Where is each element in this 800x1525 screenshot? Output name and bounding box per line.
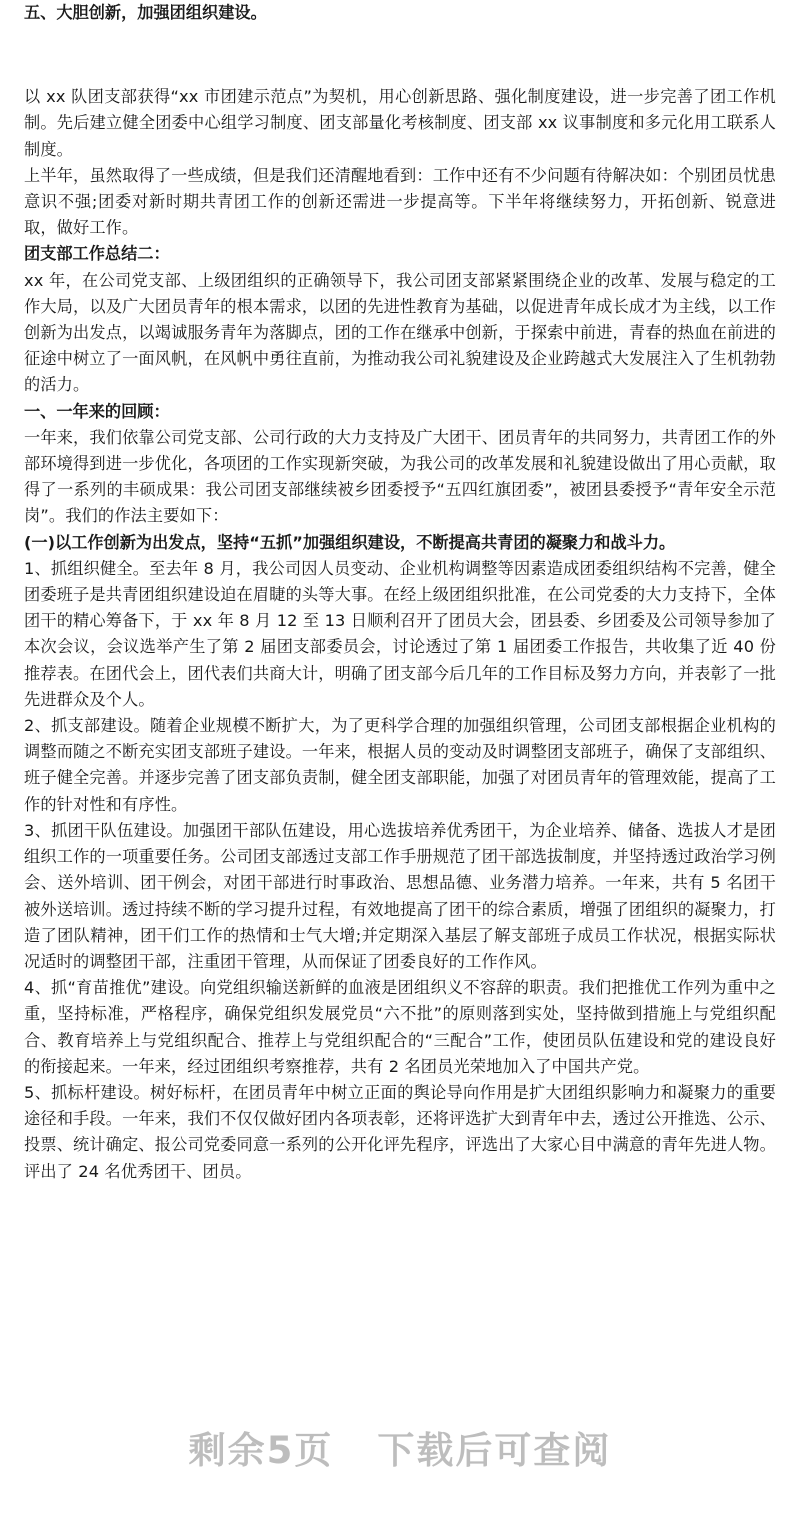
summary-two-title: 团支部工作总结二： bbox=[24, 244, 170, 264]
summary-two-intro: xx 年，在公司党支部、上级团组织的正确领导下，我公司团支部紧紧围绕企业的改革、发展与稳定的工作大局，以及广大团员青年的根本需求，以团的先进性教育为基础，以促进青年成长成才为主线，以工作创新为出发点，以竭诚服务青年为落脚点，团的工作在继承中创新，于探索中前进，青春的热血在前进的征途中树立了一面风帆，在风帆中勇往直前，为推动我公司礼貌建设及企业跨越式大发展注入了生机勃勃的活力。 bbox=[24, 270, 776, 395]
remaining-pages-text: 剩余5页 bbox=[188, 1429, 334, 1472]
list-item: 1、抓组织健全。至去年 8 月，我公司因人员变动、企业机构调整等因素造成团委组织结构不完善，健全团委班子是共青团组织建设迫在眉睫的头等大事。在经上级团组织批准，在公司党委的大力支持下，全体团干的精心筹备下，于 xx 年 8 月 12 至 13 日顺利召开了团员大会，团县委、乡团委及公司领导参加了本次会议，会议选举产生了第 2 届团支部委员会，讨论透过了第 1 届团委工作报告，共收集了近 40 份推荐表。在团代会上，团代表们共商大计，明确了团支部今后几年的工作目标及努力方向，并表彰了一批先进群众及个人。 bbox=[24, 558, 776, 709]
list-item: 4、抓“育苗推优”建设。向党组织输送新鲜的血液是团组织义不容辞的职责。我们把推优工作列为重中之重，坚持标准，严格程序，确保党组织发展党员“六不批”的原则落到实处，坚持做到措施上与党组织配合、教育培养上与党组织配合、推荐上与党组织配合的“三配合”工作，使团员队伍建设和党的建设良好的衔接起来。一年来，经过团组织考察推荐，共有 2 名团员光荣地加入了中国共产党。 bbox=[24, 978, 776, 1076]
download-to-view-text: 下载后可查阅 bbox=[377, 1429, 612, 1472]
section-five-title: 五、大胆创新，加强团组织建设。 bbox=[24, 3, 267, 22]
paragraph: 上半年，虽然取得了一些成绩，但是我们还清醒地看到：工作中还有不少问题有待解决如：个别团员忧患意识不强;团委对新时期共青团工作的创新还需进一步提高等。下半年将继续努力，开拓创新、锐意进取，做好工作。 bbox=[24, 165, 776, 238]
review-intro: 一年来，我们依靠公司党支部、公司行政的大力支持及广大团干、团员青年的共同努力，共青团工作的外部环境得到进一步优化，各项团的工作实现新突破，为我公司的改革发展和礼貌建设做出了用心贡献，取得了一系列的丰硕成果：我公司团支部继续被乡团委授予“五四红旗团委”，被团县委授予“青年安全示范岗”。我们的作法主要如下： bbox=[24, 427, 776, 526]
paragraph: 以 xx 队团支部获得“xx 市团建示范点”为契机，用心创新思路、强化制度建设，进一步完善了团工作机制。先后建立健全团委中心组学习制度、团支部量化考核制度、团支部 xx 议事制度和多元化用工联系人制度。 bbox=[24, 87, 776, 159]
download-prompt[interactable] bbox=[0, 1420, 800, 1474]
list-item: 5、抓标杆建设。树好标杆，在团员青年中树立正面的舆论导向作用是扩大团组织影响力和凝聚力的重要途径和手段。一年来，我们不仅仅做好团内各项表彰，还将评选扩大到青年中去，透过公开推选、公示、投票、统计确定、报公司党委同意一系列的公开化评先程序，评选出了大家心目中满意的青年先进人物。评出了 24 名优秀团干、团员。 bbox=[24, 1082, 776, 1181]
list-item: 3、抓团干队伍建设。加强团干部队伍建设，用心选拔培养优秀团干，为企业培养、储备、选拔人才是团组织工作的一项重要任务。公司团支部透过支部工作手册规范了团干部选拔制度，并坚持透过政治学习例会、送外培训、团干例会，对团干部进行时事政治、思想品德、业务潜力培养。一年来，共有 5 名团干被外送培训。透过持续不断的学习提升过程，有效地提高了团干的综合素质，增强了团组织的凝聚力，打造了团队精神，团干们工作的热情和士气大增;并定期深入基层了解支部班子成员工作状况，根据实际状况适时的调整团干部，注重团干管理，从而保证了团委良好的工作作风。 bbox=[24, 820, 776, 971]
spacer bbox=[24, 26, 776, 84]
list-item: 2、抓支部建设。随着企业规模不断扩大，为了更科学合理的加强组织管理，公司团支部根据企业机构的调整而随之不断充实团支部班子建设。一年来，根据人员的变动及时调整团支部班子，确保了支部组织、班子健全完善。并逐步完善了团支部负责制，健全团支部职能，加强了对团员青年的管理效能，提高了工作的针对性和有序性。 bbox=[24, 716, 776, 814]
sub-title: (一)以工作创新为出发点，坚持“五抓”加强组织建设，不断提高共青团的凝聚力和战斗力。 bbox=[24, 532, 676, 552]
review-title: 一、一年来的回顾： bbox=[24, 401, 170, 421]
